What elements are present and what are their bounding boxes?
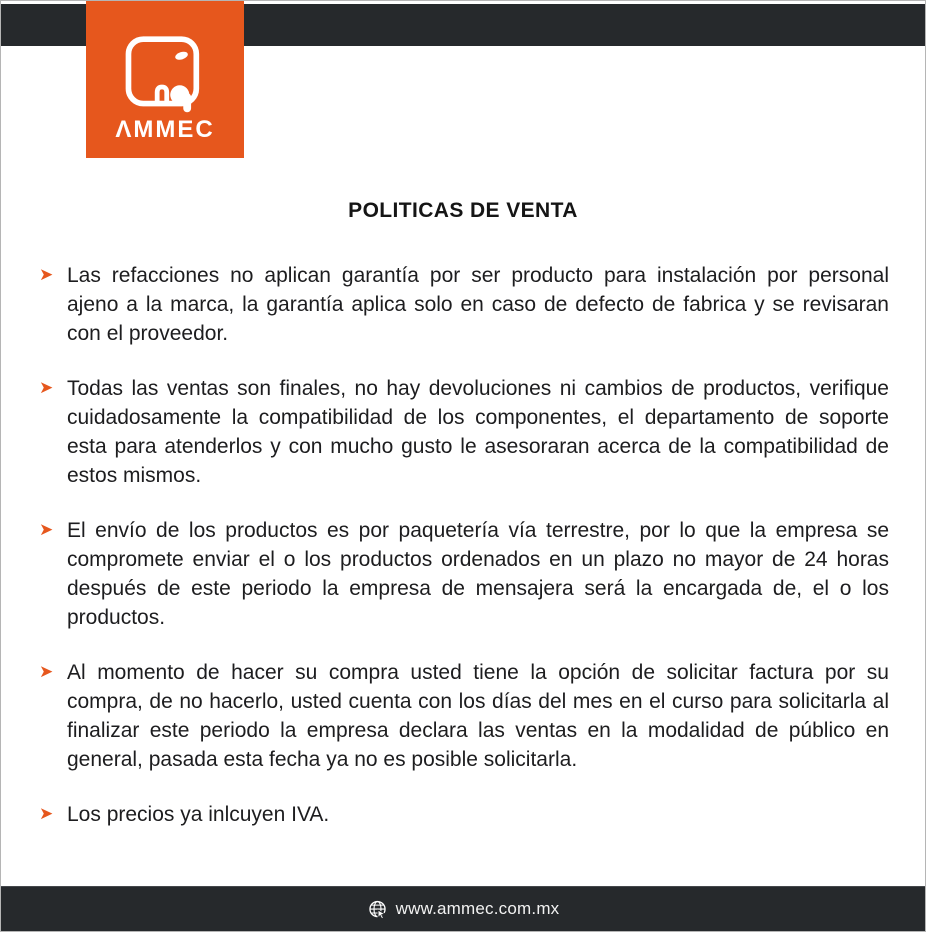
globe-pointer-icon <box>367 899 388 920</box>
bullet-arrow-icon: ➤ <box>39 804 54 824</box>
policy-list <box>39 261 889 855</box>
brand-logo <box>86 1 244 158</box>
policy-item <box>39 516 889 632</box>
policy-item <box>39 800 889 829</box>
policy-text: Todas las ventas son finales, no hay devoluciones ni cambios de productos, verifique cuidadosamente la compatibilidad de los componentes, el departamento de soporte esta para atenderlos y con mucho gusto le asesoraran acerca de la compatibilidad de estos mismos. <box>67 377 889 487</box>
policy-item <box>39 261 889 348</box>
brand-wordmark: ΛMMEC <box>115 116 215 143</box>
footer-url: www.ammec.com.mx <box>395 899 560 918</box>
policy-text: Las refacciones no aplican garantía por ser producto para instalación por personal ajeno a la marca, la garantía aplica solo en caso de defecto de fabrica y se revisaran con el proveedor. <box>67 264 889 345</box>
policy-text: El envío de los productos es por paquetería vía terrestre, por lo que la empresa se compromete enviar el o los productos ordenados en un plazo no mayor de 24 horas después de este periodo la empresa de mensajera será la encargada de, el o los productos. <box>67 519 889 629</box>
bullet-arrow-icon: ➤ <box>39 265 54 285</box>
bullet-arrow-icon: ➤ <box>39 520 54 540</box>
page-title: POLITICAS DE VENTA <box>348 199 578 222</box>
elephant-icon <box>120 34 210 114</box>
footer-bar <box>1 886 925 931</box>
policy-item <box>39 374 889 490</box>
policy-item <box>39 658 889 774</box>
bullet-arrow-icon: ➤ <box>39 662 54 682</box>
policy-text: Al momento de hacer su compra usted tiene la opción de solicitar factura por su compra, de no hacerlo, usted cuenta con los días del mes en el curso para solicitarla al finalizar este periodo la empresa declara las ventas en la modalidad de público en general, pasada esta fecha ya no es posible solicitarla. <box>67 661 889 771</box>
bullet-arrow-icon: ➤ <box>39 378 54 398</box>
policy-text: Los precios ya inlcuyen IVA. <box>67 803 330 826</box>
